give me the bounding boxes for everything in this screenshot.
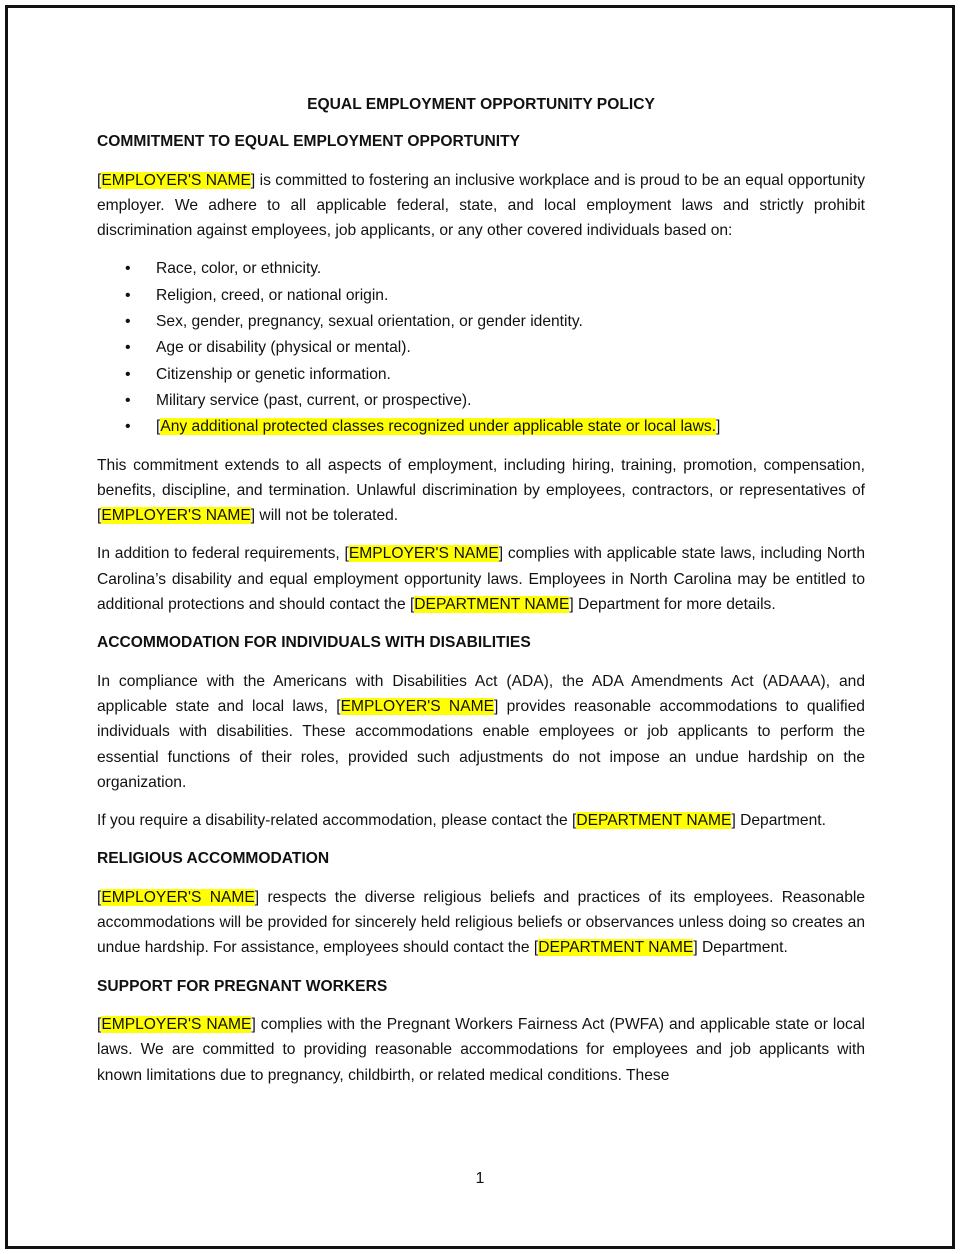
placeholder-department-name: DEPARTMENT NAME (576, 812, 732, 830)
paragraph-text: In compliance with the Americans with Disabilities Act (ADA), the ADA Amendments Act (ADAAA), and applicable state and local laws, [ (97, 672, 865, 715)
commitment-paragraph-1 (97, 168, 865, 244)
list-item: • Religion, creed, or national origin. (97, 283, 865, 309)
list-item: • Race, color, or ethnicity. (97, 256, 865, 282)
list-item: • Military service (past, current, or prospective). (97, 388, 865, 414)
religious-paragraph-1 (97, 885, 865, 961)
document-title: EQUAL EMPLOYMENT OPPORTUNITY POLICY (307, 96, 655, 113)
paragraph-text: If you require a disability-related accommodation, please contact the [ (97, 812, 577, 830)
paragraph-text: ] complies with the Pregnant Workers Fairness Act (PWFA) and applicable state or local laws. We are committed to providing reasonable accommodations for employees and job applicants with known limitations due to pregnancy, childbirth, or related medical conditions. These (97, 1015, 865, 1084)
paragraph-text: ] complies with applicable state laws, including North Carolina’s disability and equal employment opportunity laws. Employees in North Carolina may be entitled to additional protections and should contact the [ (97, 545, 865, 614)
commitment-paragraph-2 (97, 453, 865, 529)
placeholder-employer-name: EMPLOYER'S NAME (101, 507, 251, 525)
commitment-paragraph-3 (97, 541, 865, 617)
placeholder-employer-name: EMPLOYER'S NAME (348, 545, 499, 563)
disabilities-paragraph-2 (97, 808, 865, 833)
placeholder-department-name: DEPARTMENT NAME (414, 596, 570, 614)
list-item: • Sex, gender, pregnancy, sexual orientation, or gender identity. (97, 309, 865, 335)
heading-commitment: COMMITMENT TO EQUAL EMPLOYMENT OPPORTUNITY (97, 133, 521, 151)
bracket: [ (156, 418, 161, 436)
paragraph-text: ] Department for more details. (569, 596, 776, 614)
placeholder-additional-classes: Any additional protected classes recognized under applicable state or local laws. (160, 418, 716, 436)
pregnant-paragraph-1 (97, 1012, 865, 1088)
bracket: [ (97, 1015, 102, 1033)
paragraph-text: ] provides reasonable accommodations to qualified individuals with disabilities. These accommodations enable employees or job applicants to perform the essential functions of their roles, provided such adjustments do not impose an undue hardship on the organization. (97, 697, 865, 791)
list-item: • Age or disability (physical or mental). (97, 335, 865, 361)
placeholder-employer-name: EMPLOYER'S NAME (340, 697, 494, 715)
placeholder-department-name: DEPARTMENT NAME (538, 939, 694, 957)
paragraph-text: This commitment extends to all aspects of employment, including hiring, training, promotion, compensation, benefits, discipline, and termination. Unlawful discrimination by employees, contractors, or representatives of [ (97, 456, 865, 525)
paragraph-text: ] will not be tolerated. (250, 507, 399, 525)
paragraph-text: In addition to federal requirements, [ (97, 545, 349, 563)
heading-religious: RELIGIOUS ACCOMMODATION (97, 850, 330, 868)
list-item (97, 414, 865, 440)
paragraph-text: ] Department. (731, 812, 826, 830)
placeholder-employer-name: EMPLOYER'S NAME (101, 171, 251, 189)
page-number: 1 (475, 1170, 485, 1187)
protected-classes-list (97, 256, 865, 440)
paragraph-text: ] Department. (693, 939, 788, 957)
heading-disabilities: ACCOMMODATION FOR INDIVIDUALS WITH DISABILITIES (97, 634, 531, 652)
bracket: ] (715, 418, 721, 436)
paragraph-text: ] is committed to fostering an inclusive workplace and is proud to be an equal opportunity employer. We adhere to all applicable federal, state, and local employment laws and strictly prohibit discrimination against employees, job applicants, or any other covered individuals based on: (97, 171, 865, 240)
placeholder-employer-name: EMPLOYER'S NAME (101, 888, 255, 906)
document-page (97, 92, 865, 1101)
placeholder-employer-name: EMPLOYER'S NAME (101, 1015, 252, 1033)
bracket: [ (97, 888, 102, 906)
heading-pregnant-workers: SUPPORT FOR PREGNANT WORKERS (97, 977, 388, 995)
paragraph-text: ] respects the diverse religious beliefs and practices of its employees. Reasonable accommodations will be provided for sincerely held religious beliefs or observances unless doing so creates an undue hardship. For assistance, employees should contact the [ (97, 888, 866, 957)
bracket: [ (97, 171, 102, 189)
disabilities-paragraph-1 (97, 669, 865, 795)
list-item: • Citizenship or genetic information. (97, 362, 865, 388)
